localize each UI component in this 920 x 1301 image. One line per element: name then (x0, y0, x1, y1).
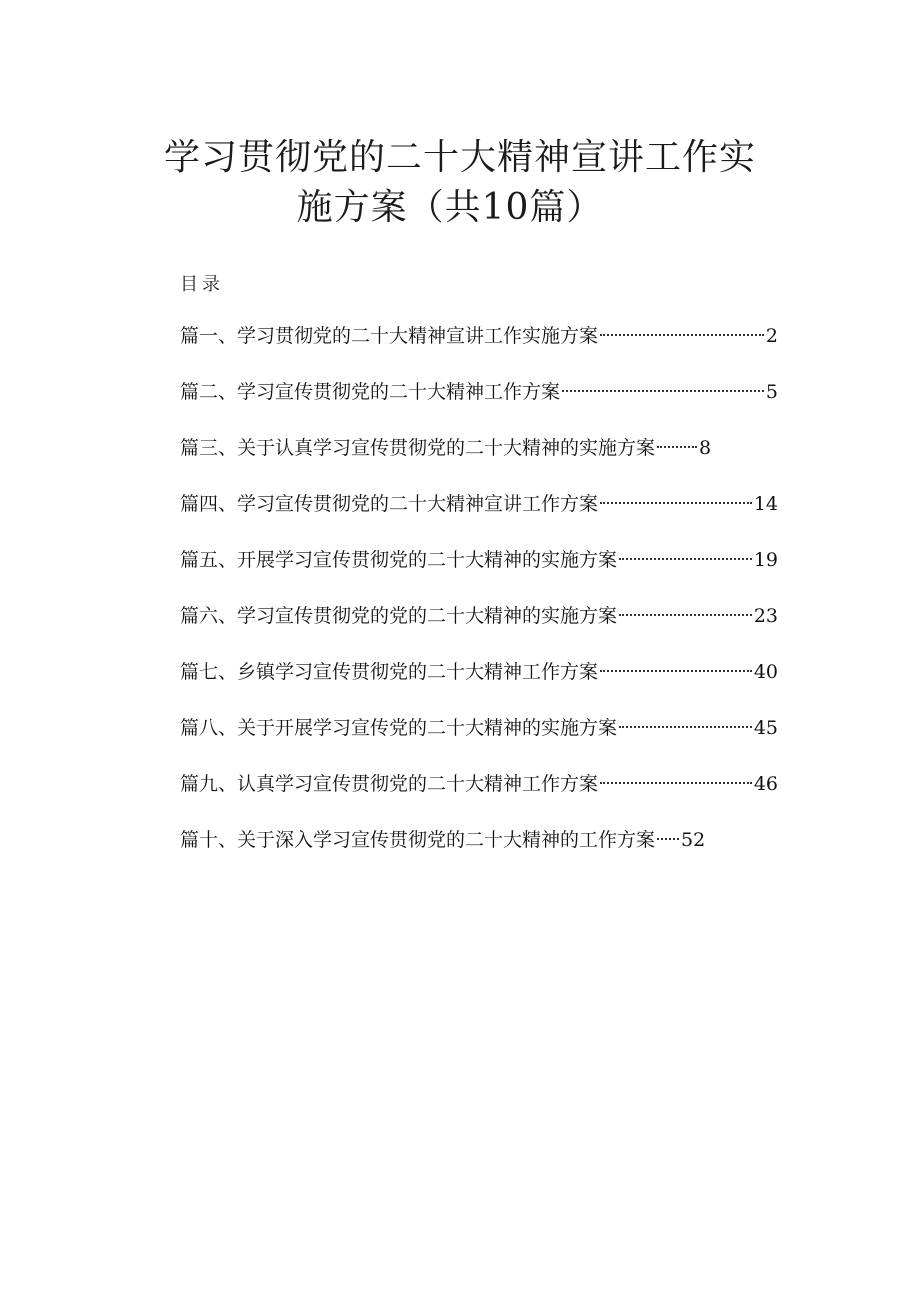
toc-entry-page: 5 (765, 381, 778, 403)
toc-entry-page: 19 (753, 549, 778, 571)
toc-leader-dots (600, 670, 752, 672)
toc-entry-page: 14 (753, 493, 778, 515)
toc-entry-label: 篇三、关于认真学习宣传贯彻党的二十大精神的实施方案 (180, 437, 656, 459)
toc-entry[interactable] (180, 710, 778, 746)
toc-entry-page: 2 (765, 325, 778, 347)
toc-entry[interactable] (180, 598, 778, 634)
toc-leader-dots (657, 838, 679, 840)
toc-entry-label: 篇十、关于深入学习宣传贯彻党的二十大精神的工作方案 (180, 829, 656, 851)
toc-leader-dots (619, 614, 752, 616)
toc-entry[interactable] (180, 654, 778, 690)
toc-entry-page: 23 (753, 605, 778, 627)
toc-leader-dots (600, 334, 764, 336)
toc-entry-label: 篇四、学习宣传贯彻党的二十大精神宣讲工作方案 (180, 493, 599, 515)
toc-entry[interactable] (180, 318, 778, 354)
toc-leader-dots (619, 558, 752, 560)
document-title-line2: 施方案（共10篇） (296, 187, 604, 228)
toc-leader-dots (657, 446, 697, 448)
toc-entry[interactable] (180, 542, 778, 578)
toc-heading: 目录 (180, 274, 224, 295)
toc-entry[interactable] (180, 822, 705, 858)
toc-entry-page: 8 (699, 437, 712, 459)
toc-entry-label: 篇九、认真学习宣传贯彻党的二十大精神工作方案 (180, 773, 599, 795)
toc-entry-label: 篇七、乡镇学习宣传贯彻党的二十大精神工作方案 (180, 661, 599, 683)
toc-entry[interactable] (180, 374, 778, 410)
toc-entry[interactable] (180, 486, 778, 522)
toc-entry-label: 篇六、学习宣传贯彻党的党的二十大精神的实施方案 (180, 605, 618, 627)
toc-entry-label: 篇五、开展学习宣传贯彻党的二十大精神的实施方案 (180, 549, 618, 571)
toc-entry-page: 40 (753, 661, 778, 683)
toc-entry-page: 46 (753, 773, 778, 795)
toc-entry-page: 45 (753, 717, 778, 739)
toc-leader-dots (600, 502, 752, 504)
document-title-line1: 学习贯彻党的二十大精神宣讲工作实 (163, 137, 756, 178)
toc-leader-dots (562, 390, 764, 392)
toc-leader-dots (619, 726, 752, 728)
toc-entry-label: 篇二、学习宣传贯彻党的二十大精神工作方案 (180, 381, 561, 403)
toc-entry[interactable] (180, 430, 711, 466)
toc-entry[interactable] (180, 766, 778, 802)
toc-leader-dots (600, 782, 752, 784)
toc-entry-page: 52 (681, 829, 706, 851)
toc-entry-label: 篇一、学习贯彻党的二十大精神宣讲工作实施方案 (180, 325, 599, 347)
toc-entry-label: 篇八、关于开展学习宣传党的二十大精神的实施方案 (180, 717, 618, 739)
